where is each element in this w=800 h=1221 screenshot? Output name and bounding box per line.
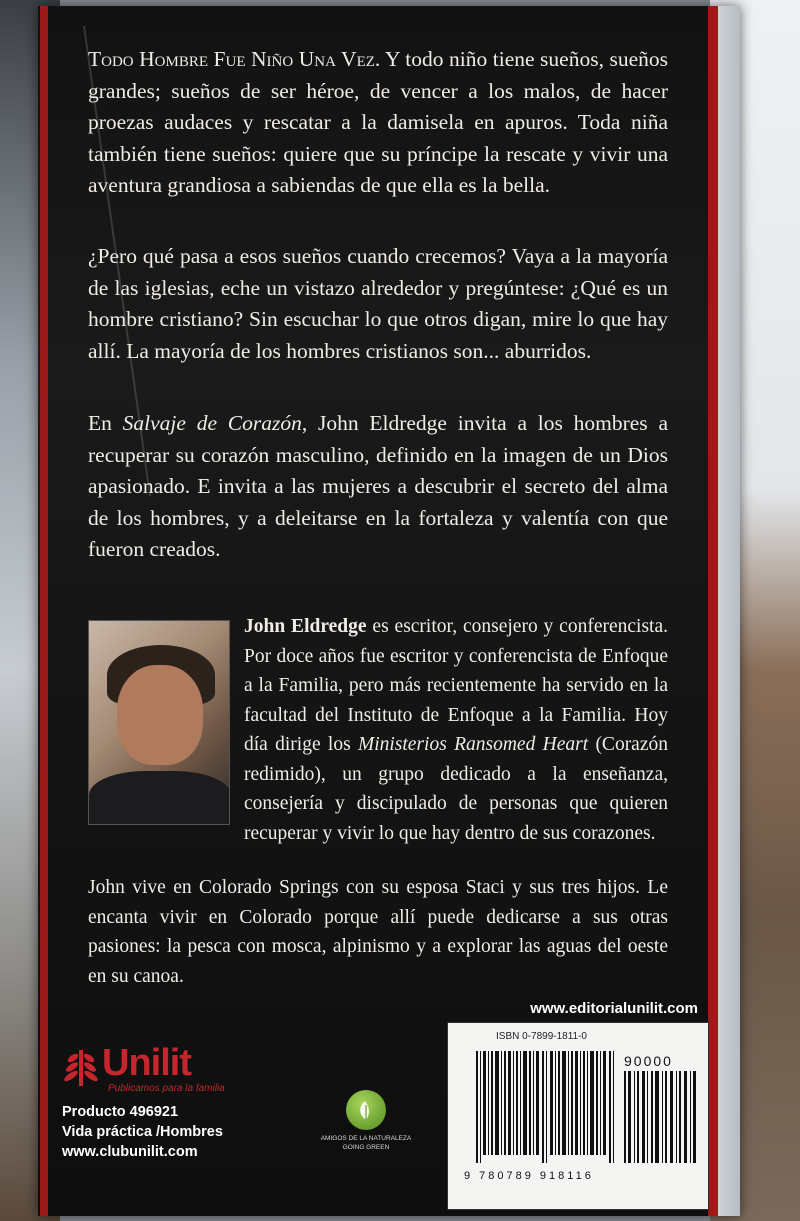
book-pre: En — [88, 411, 123, 435]
eco-caption: AMIGOS DE LA NATURALEZA GOING GREEN — [320, 1135, 412, 1151]
photo-body — [89, 771, 230, 825]
publisher-website: www.editorialunilit.com — [530, 1000, 698, 1017]
product-category: Vida práctica /Hombres — [62, 1124, 223, 1140]
eco-badge — [346, 1090, 386, 1130]
paragraph-book — [88, 408, 668, 566]
barcode-panel — [447, 1022, 709, 1210]
ministry-name: Ministerios Ransomed Heart — [357, 734, 589, 755]
isbn-label: ISBN 0-7899-1811-0 — [496, 1031, 587, 1042]
bio-text-a: es escritor, consejero y conferencista. Por doce años fue escritor y conferencista de Enfoque a la Familia, pero más recientemente ha servido en la facultad del Instituto de Enfoque a la Familia. Hoy día dirige los — [244, 616, 668, 755]
price-code: 90000 — [624, 1053, 673, 1069]
author-photo — [88, 620, 230, 825]
book-title: Salvaje de Corazón — [122, 411, 302, 435]
leaf-icon — [357, 1099, 375, 1121]
club-website: www.clubunilit.com — [62, 1144, 198, 1160]
publisher-logo — [62, 1044, 252, 1104]
barcode-number: 9 780789 918116 — [464, 1170, 594, 1182]
paragraph-question: ¿Pero qué pasa a esos sueños cuando crecemos? Vaya a la mayoría de las iglesias, eche un vistazo alrededor y pregúntese: ¿Qué es un hombre cristiano? Sin escuchar lo que otros digan, mire lo que hay allí. La mayoría de los hombres cristianos son... aburridos. — [88, 244, 668, 363]
bio-text-b: (Corazón redimido), un grupo dedicado a la enseñanza, consejería y discipulado de personas que quieren recuperar y vivir lo que hay dentro de sus corazones. — [244, 734, 668, 844]
barcode-main — [476, 1051, 616, 1163]
intro-text: Y todo niño tiene sueños, sueños grandes; sueños de ser héroe, de vencer a los malos, de hacer proezas audaces y rescatar a la damisela en apuros. Toda niña también tiene sueños: quiere que su príncipe la rescate y vivir una aventura grandiosa a sabiendas de que ella es la bella. — [88, 47, 668, 197]
author-name: John Eldredge — [244, 616, 367, 637]
author-family: John vive en Colorado Springs con su esposa Staci y sus tres hijos. Le encanta vivir en Colorado porque allí puede dedicarse a sus otras pasiones: la pesca con mosca, alpinismo y a explorar las aguas del oeste en su canoa. — [88, 877, 668, 987]
author-bio — [244, 612, 668, 848]
photo-face — [117, 665, 203, 765]
book-post: , John Eldredge invita a los hombres a recuperar su corazón masculino, definido en la imagen de un Dios apasionado. E invita a las mujeres a descubrir el secreto del alma de los hombres, y a deleitarse en la fortaleza y valentía con que fueron creados. — [88, 411, 668, 561]
red-border-right — [708, 6, 718, 1216]
intro-lead: Todo Hombre Fue Niño Una Vez. — [88, 47, 381, 71]
publisher-tagline: Publicamos para la familia — [108, 1083, 225, 1094]
barcode-addon — [624, 1071, 698, 1163]
cover-edge-right — [718, 6, 740, 1216]
wheat-icon — [62, 1044, 100, 1088]
publisher-name: Unilit — [102, 1042, 191, 1084]
paragraph-intro — [88, 44, 668, 202]
product-code: Producto 496921 — [62, 1104, 179, 1120]
red-border-left — [40, 6, 48, 1216]
